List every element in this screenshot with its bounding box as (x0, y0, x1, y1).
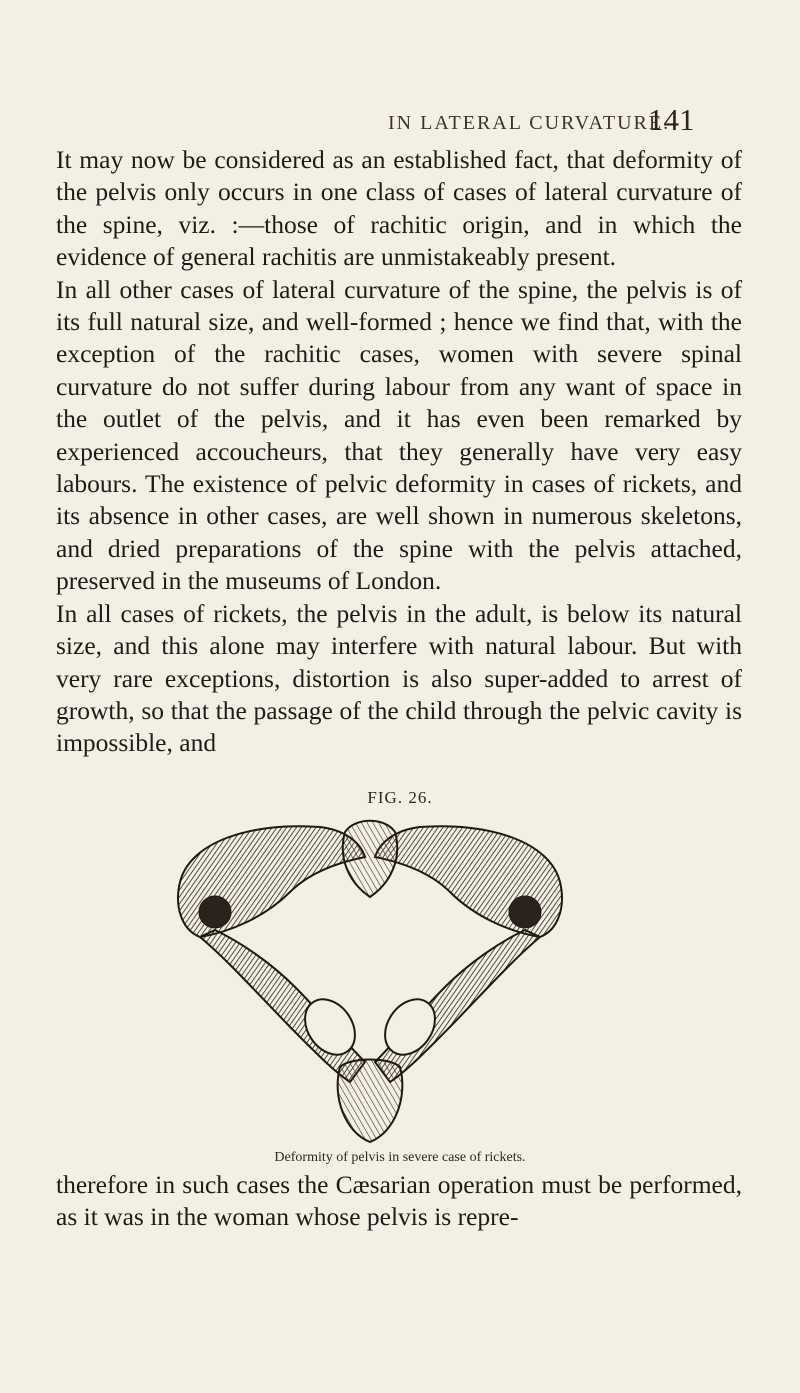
paragraph-1: It may now be considered as an established fact, that deformity of the pelvis only occurs in one class of cases of lateral curvature of the spine, viz. :—those of rachitic origin, and in which the evidence of general rachitis are unmistakeably present. (56, 145, 742, 272)
pubic-symphysis (338, 1060, 403, 1143)
page-number: 141 (648, 102, 695, 137)
right-acetabulum (509, 896, 541, 928)
body-text-lower (56, 1169, 742, 1234)
left-acetabulum (199, 896, 231, 928)
sacrum (343, 821, 397, 897)
running-head (0, 104, 800, 144)
paragraph-2: In all other cases of lateral curvature of the spine, the pelvis is of its full natural size, and well-formed ; hence we find that, with the exception of the rachitic cases, women with severe spinal curvature do not suffer during labour from any want of space in the outlet of the pelvis, and it has even been remarked by experienced accoucheurs, that they generally have very easy labours. The existence of pelvic deformity in cases of rickets, and its absence in other cases, are well shown in numerous skeletons, and dried preparations of the spine with the pelvis attached, preserved in the museums of London. (56, 274, 742, 596)
paragraph-continuation: therefore in such cases the Cæsarian operation must be performed, as it was in the woman whose pelvis is repre- (56, 1170, 742, 1232)
pelvis-illustration (170, 812, 570, 1152)
running-title: IN LATERAL CURVATURE. (388, 112, 671, 134)
figure-caption: Deformity of pelvis in severe case of rickets. (274, 1150, 526, 1165)
paragraph-3: In all cases of rickets, the pelvis in the adult, is below its natural size, and this alone may interfere with natural labour. But with very rare exceptions, distortion is also super-added to arrest of growth, so that the passage of the child through the pelvic cavity is impossible, and (56, 598, 742, 758)
body-text-upper (56, 144, 742, 760)
figure-label: FIG. 26. (367, 788, 433, 807)
